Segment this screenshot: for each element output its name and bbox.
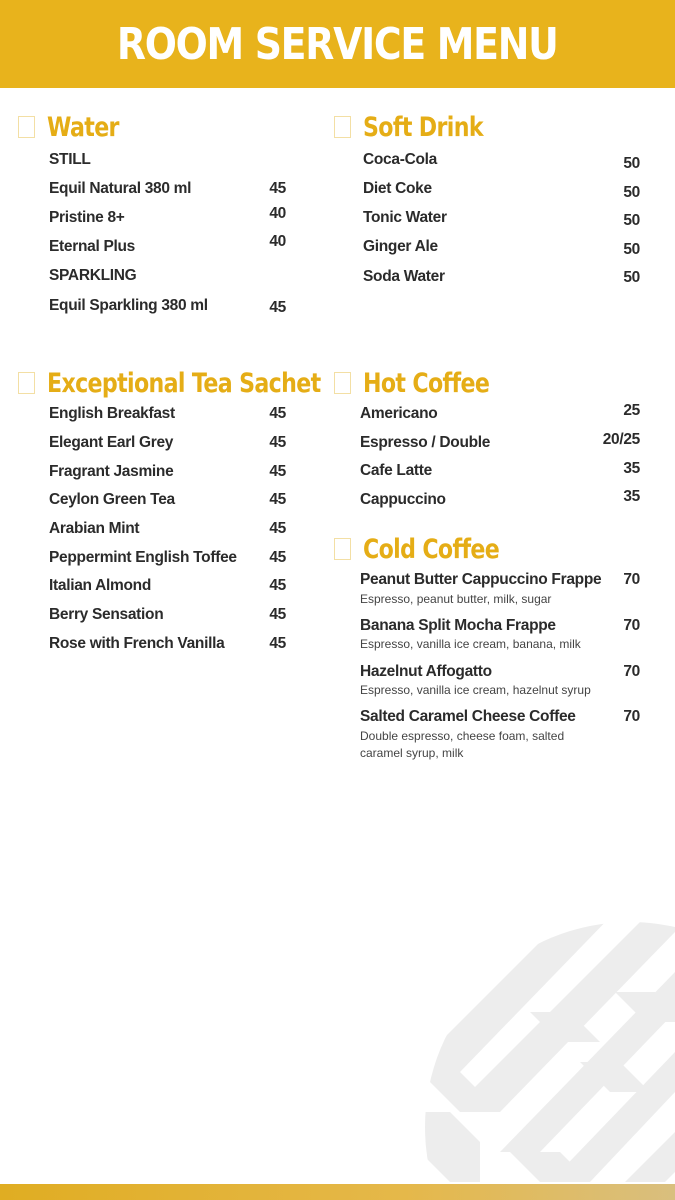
list-item: SPARKLING: [49, 267, 137, 284]
square-icon: [334, 372, 351, 394]
list-item: Peppermint English Toffee 45: [49, 549, 286, 566]
list-item: Peanut Butter Cappuccino Frappe 70: [360, 571, 640, 588]
soft-drink-section: [334, 110, 642, 300]
square-icon: [334, 538, 351, 560]
item-description: Espresso, peanut butter, milk, sugar: [360, 592, 552, 606]
list-item: Americano 25: [360, 402, 640, 422]
item-description: Espresso, vanilla ice cream, hazelnut syrup: [360, 683, 591, 697]
cold-coffee-title: [334, 532, 642, 566]
water-title: [18, 110, 286, 144]
list-item: Berry Sensation 45: [49, 606, 286, 623]
section-title: Soft Drink: [363, 111, 483, 143]
list-item: Equil Natural 380 ml 45: [49, 180, 286, 197]
list-item: Elegant Earl Grey 45: [49, 434, 286, 451]
list-item: Salted Caramel Cheese Coffee 70: [360, 708, 640, 725]
list-item: STILL: [49, 151, 91, 168]
water-section: [18, 110, 286, 325]
list-item: Diet Coke 50: [363, 180, 640, 201]
square-icon: [18, 372, 35, 394]
square-icon: [334, 116, 351, 138]
square-icon: [18, 116, 35, 138]
list-item: Arabian Mint 45: [49, 520, 286, 537]
section-title: Hot Coffee: [363, 367, 490, 399]
list-item: Tonic Water 50: [363, 209, 640, 229]
list-item: Pristine 8+ 40: [49, 205, 286, 226]
footer-bar: [0, 1184, 675, 1200]
decorative-pattern: [420, 912, 675, 1182]
list-item: Cafe Latte 35: [360, 460, 640, 479]
section-title: Water: [47, 111, 119, 143]
tea-section: [18, 366, 321, 666]
menu-header: [0, 0, 675, 88]
list-item: Eternal Plus 40: [49, 233, 286, 255]
soft-drink-title: [334, 110, 642, 144]
list-item: Rose with French Vanilla 45: [49, 635, 286, 652]
list-item: Cappuccino 35: [360, 488, 640, 508]
list-item: Banana Split Mocha Frappe 70: [360, 617, 640, 634]
list-item: Espresso / Double 20/25: [360, 431, 640, 451]
list-item: Ginger Ale 50: [363, 238, 640, 258]
list-item: Coca-Cola 50: [363, 151, 640, 172]
cold-coffee-section: [334, 532, 642, 772]
list-item: English Breakfast 45: [49, 405, 286, 422]
item-description: Espresso, vanilla ice cream, banana, milk: [360, 637, 581, 651]
section-title: Cold Coffee: [363, 533, 500, 565]
section-title: Exceptional Tea Sachet: [47, 367, 321, 399]
list-item: Soda Water 50: [363, 268, 640, 286]
list-item: Fragrant Jasmine 45: [49, 463, 286, 480]
item-description: Double espresso, cheese foam, salted caramel syrup, milk: [360, 729, 565, 760]
list-item: Equil Sparkling 380 ml 45: [49, 297, 286, 316]
tea-title: [18, 366, 321, 400]
hot-coffee-title: [334, 366, 642, 400]
page-title: ROOM SERVICE MENU: [117, 18, 558, 70]
list-item: Ceylon Green Tea 45: [49, 491, 286, 508]
hot-coffee-section: [334, 366, 642, 516]
list-item: Hazelnut Affogatto 70: [360, 663, 640, 680]
list-item: Italian Almond 45: [49, 577, 286, 594]
